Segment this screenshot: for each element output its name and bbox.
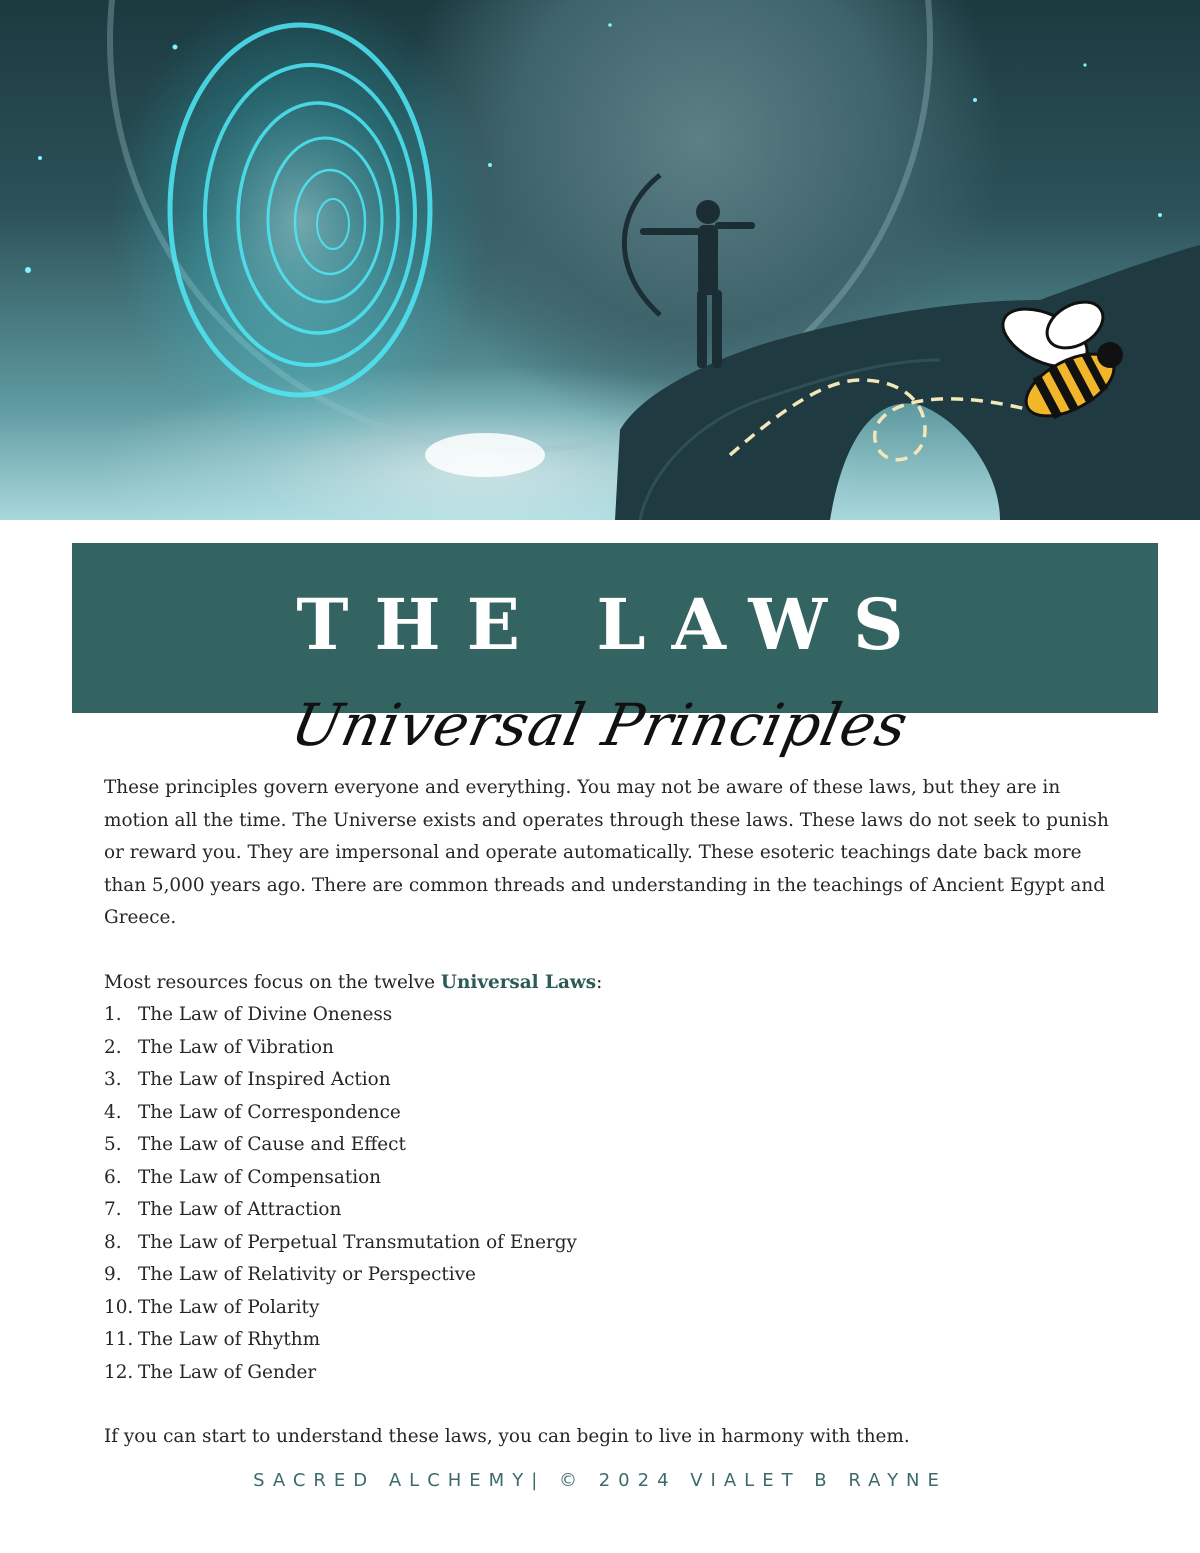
list-number: 8. bbox=[104, 1231, 122, 1253]
list-text: The Law of Perpetual Transmutation of Energy bbox=[138, 1231, 577, 1253]
list-text: The Law of Divine Oneness bbox=[138, 1004, 393, 1025]
archer-silhouette bbox=[624, 175, 755, 368]
list-text: The Law of Correspondence bbox=[138, 1101, 401, 1123]
list-item bbox=[104, 1259, 1124, 1292]
hero-image bbox=[0, 0, 1200, 520]
list-item bbox=[104, 1162, 1124, 1195]
list-item bbox=[104, 999, 1124, 1032]
list-text: The Law of Rhythm bbox=[138, 1329, 321, 1350]
footer-credit: SACRED ALCHEMY| © 2024 VIALET B RAYNE bbox=[253, 1470, 947, 1491]
list-item bbox=[104, 1292, 1124, 1325]
closing-paragraph: If you can start to understand these laws, you can begin to live in harmony with them. bbox=[104, 1426, 910, 1447]
list-item bbox=[104, 1064, 1124, 1097]
list-item bbox=[104, 1324, 1124, 1357]
list-item bbox=[104, 1357, 1124, 1390]
list-number: 1. bbox=[104, 1004, 122, 1025]
list-number: 7. bbox=[104, 1199, 122, 1220]
lead-suffix: : bbox=[596, 971, 603, 993]
list-text: The Law of Attraction bbox=[138, 1199, 342, 1220]
list-item bbox=[104, 1194, 1124, 1227]
list-number: 2. bbox=[104, 1036, 122, 1058]
hero-scene bbox=[0, 0, 1200, 520]
page-subtitle: Universal Principles bbox=[285, 691, 915, 759]
portal-swirl bbox=[110, 0, 490, 450]
list-number: 4. bbox=[104, 1101, 122, 1123]
page-title: THE LAWS bbox=[296, 583, 930, 666]
list-text: The Law of Cause and Effect bbox=[138, 1134, 406, 1155]
list-lead-line bbox=[104, 967, 1124, 1000]
lead-prefix: Most resources focus on the twelve bbox=[104, 971, 441, 993]
horizon-glow bbox=[425, 433, 545, 477]
list-text: The Law of Compensation bbox=[138, 1166, 382, 1188]
list-text: The Law of Vibration bbox=[138, 1036, 334, 1058]
list-text: The Law of Relativity or Perspective bbox=[138, 1264, 476, 1285]
list-number: 12. bbox=[104, 1361, 134, 1383]
list-number: 3. bbox=[104, 1069, 122, 1090]
list-item bbox=[104, 1097, 1124, 1130]
list-item bbox=[104, 1032, 1124, 1065]
list-text: The Law of Gender bbox=[138, 1361, 317, 1383]
list-number: 11. bbox=[104, 1329, 134, 1350]
list-number: 5. bbox=[104, 1134, 122, 1155]
list-text: The Law of Polarity bbox=[138, 1296, 320, 1318]
laws-list bbox=[104, 999, 1124, 1389]
list-item bbox=[104, 1129, 1124, 1162]
main-content bbox=[104, 772, 1124, 1454]
universal-laws-highlight: Universal Laws bbox=[440, 971, 597, 993]
list-item bbox=[104, 1227, 1124, 1260]
intro-paragraph: These principles govern everyone and everything. You may not be aware of these laws, but they are in motion all the time. The Universe exists and operates through these laws. These laws do not seek to punish or reward you. They are impersonal and operate automatically. These esoteric teachings date back more than 5,000 years ago. There are common threads and understanding in the teachings of Ancient Egypt and Greece. bbox=[104, 777, 1109, 928]
list-text: The Law of Inspired Action bbox=[138, 1069, 391, 1090]
list-number: 10. bbox=[104, 1296, 134, 1318]
list-number: 6. bbox=[104, 1166, 122, 1188]
list-number: 9. bbox=[104, 1264, 122, 1285]
